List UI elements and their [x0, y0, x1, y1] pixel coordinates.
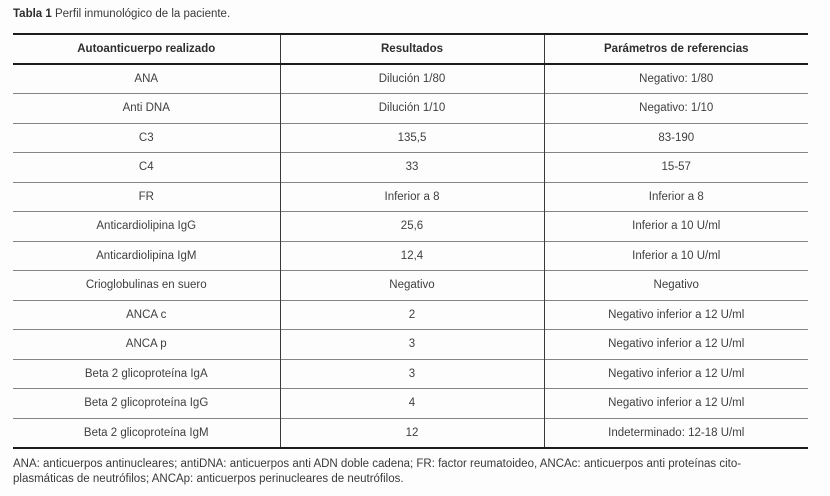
- cell-resultado: Dilución 1/80: [280, 64, 544, 94]
- cell-autoanticuerpo: Beta 2 glicoproteína IgG: [13, 389, 280, 419]
- table-row: [13, 94, 808, 124]
- cell-resultado: Negativo: [280, 271, 544, 301]
- table-row: [13, 212, 808, 242]
- table-row: [13, 300, 808, 330]
- cell-resultado: 12: [280, 418, 544, 448]
- table-row: [13, 241, 808, 271]
- table-caption-label: Tabla 1: [13, 8, 52, 20]
- table-footnote: [13, 457, 815, 486]
- cell-parametro: 83-190: [544, 123, 808, 153]
- footnote-line-2: plasmáticas de neutrófilos; ANCAp: anticuerpos perinucleares de neutrófilos.: [13, 472, 404, 485]
- header-row: [13, 34, 808, 64]
- cell-parametro: Inferior a 8: [544, 182, 808, 212]
- cell-parametro: 15-57: [544, 153, 808, 183]
- cell-parametro: Inferior a 10 U/ml: [544, 212, 808, 242]
- cell-autoanticuerpo: C3: [13, 123, 280, 153]
- cell-parametro: Negativo inferior a 12 U/ml: [544, 300, 808, 330]
- cell-parametro: Negativo: [544, 271, 808, 301]
- cell-resultado: 4: [280, 389, 544, 419]
- table-caption-text: Perfil inmunológico de la paciente.: [54, 8, 231, 20]
- cell-parametro: Negativo inferior a 12 U/ml: [544, 389, 808, 419]
- cell-resultado: 12,4: [280, 241, 544, 271]
- table-caption: [13, 7, 230, 21]
- table-row: [13, 389, 808, 419]
- cell-resultado: 33: [280, 153, 544, 183]
- cell-autoanticuerpo: Anti DNA: [13, 94, 280, 124]
- cell-parametro: Inferior a 10 U/ml: [544, 241, 808, 271]
- cell-parametro: Negativo: 1/80: [544, 64, 808, 94]
- column-header-resultados: Resultados: [280, 34, 544, 64]
- cell-resultado: 25,6: [280, 212, 544, 242]
- cell-autoanticuerpo: C4: [13, 153, 280, 183]
- cell-resultado: 3: [280, 330, 544, 360]
- table-row: [13, 330, 808, 360]
- cell-autoanticuerpo: Beta 2 glicoproteína IgM: [13, 418, 280, 448]
- table-row: [13, 418, 808, 448]
- column-header-parametros: Parámetros de referencias: [544, 34, 808, 64]
- table-row: [13, 271, 808, 301]
- cell-parametro: Indeterminado: 12-18 U/ml: [544, 418, 808, 448]
- cell-autoanticuerpo: ANA: [134, 73, 159, 85]
- table-row: [13, 153, 808, 183]
- cell-autoanticuerpo: FR: [13, 182, 280, 212]
- column-header-autoanticuerpo: Autoanticuerpo realizado: [13, 34, 280, 64]
- cell-autoanticuerpo: Anticardiolipina IgM: [13, 241, 280, 271]
- cell-autoanticuerpo: Anticardiolipina IgG: [13, 212, 280, 242]
- table-row: [13, 64, 808, 94]
- cell-resultado: 135,5: [280, 123, 544, 153]
- footnote-line-1: ANA: anticuerpos antinucleares; antiDNA: anticuerpos anti ADN doble cadena; FR: factor reumatoideo, ANCAc: anticuerpos anti proteínas cito-: [13, 458, 742, 470]
- table-row: [13, 123, 808, 153]
- cell-resultado: 3: [280, 359, 544, 389]
- cell-resultado: Dilución 1/10: [280, 94, 544, 124]
- cell-autoanticuerpo: Crioglobulinas en suero: [13, 271, 280, 301]
- table-row: [13, 182, 808, 212]
- cell-parametro: Negativo: 1/10: [544, 94, 808, 124]
- table-row: [13, 359, 808, 389]
- cell-resultado: Inferior a 8: [280, 182, 544, 212]
- cell-autoanticuerpo: ANCA p: [13, 330, 280, 360]
- cell-parametro: Negativo inferior a 12 U/ml: [544, 330, 808, 360]
- immunology-table: [13, 33, 808, 449]
- cell-resultado: 2: [280, 300, 544, 330]
- cell-autoanticuerpo: Beta 2 glicoproteína IgA: [13, 359, 280, 389]
- cell-parametro: Negativo inferior a 12 U/ml: [544, 359, 808, 389]
- cell-autoanticuerpo: ANCA c: [13, 300, 280, 330]
